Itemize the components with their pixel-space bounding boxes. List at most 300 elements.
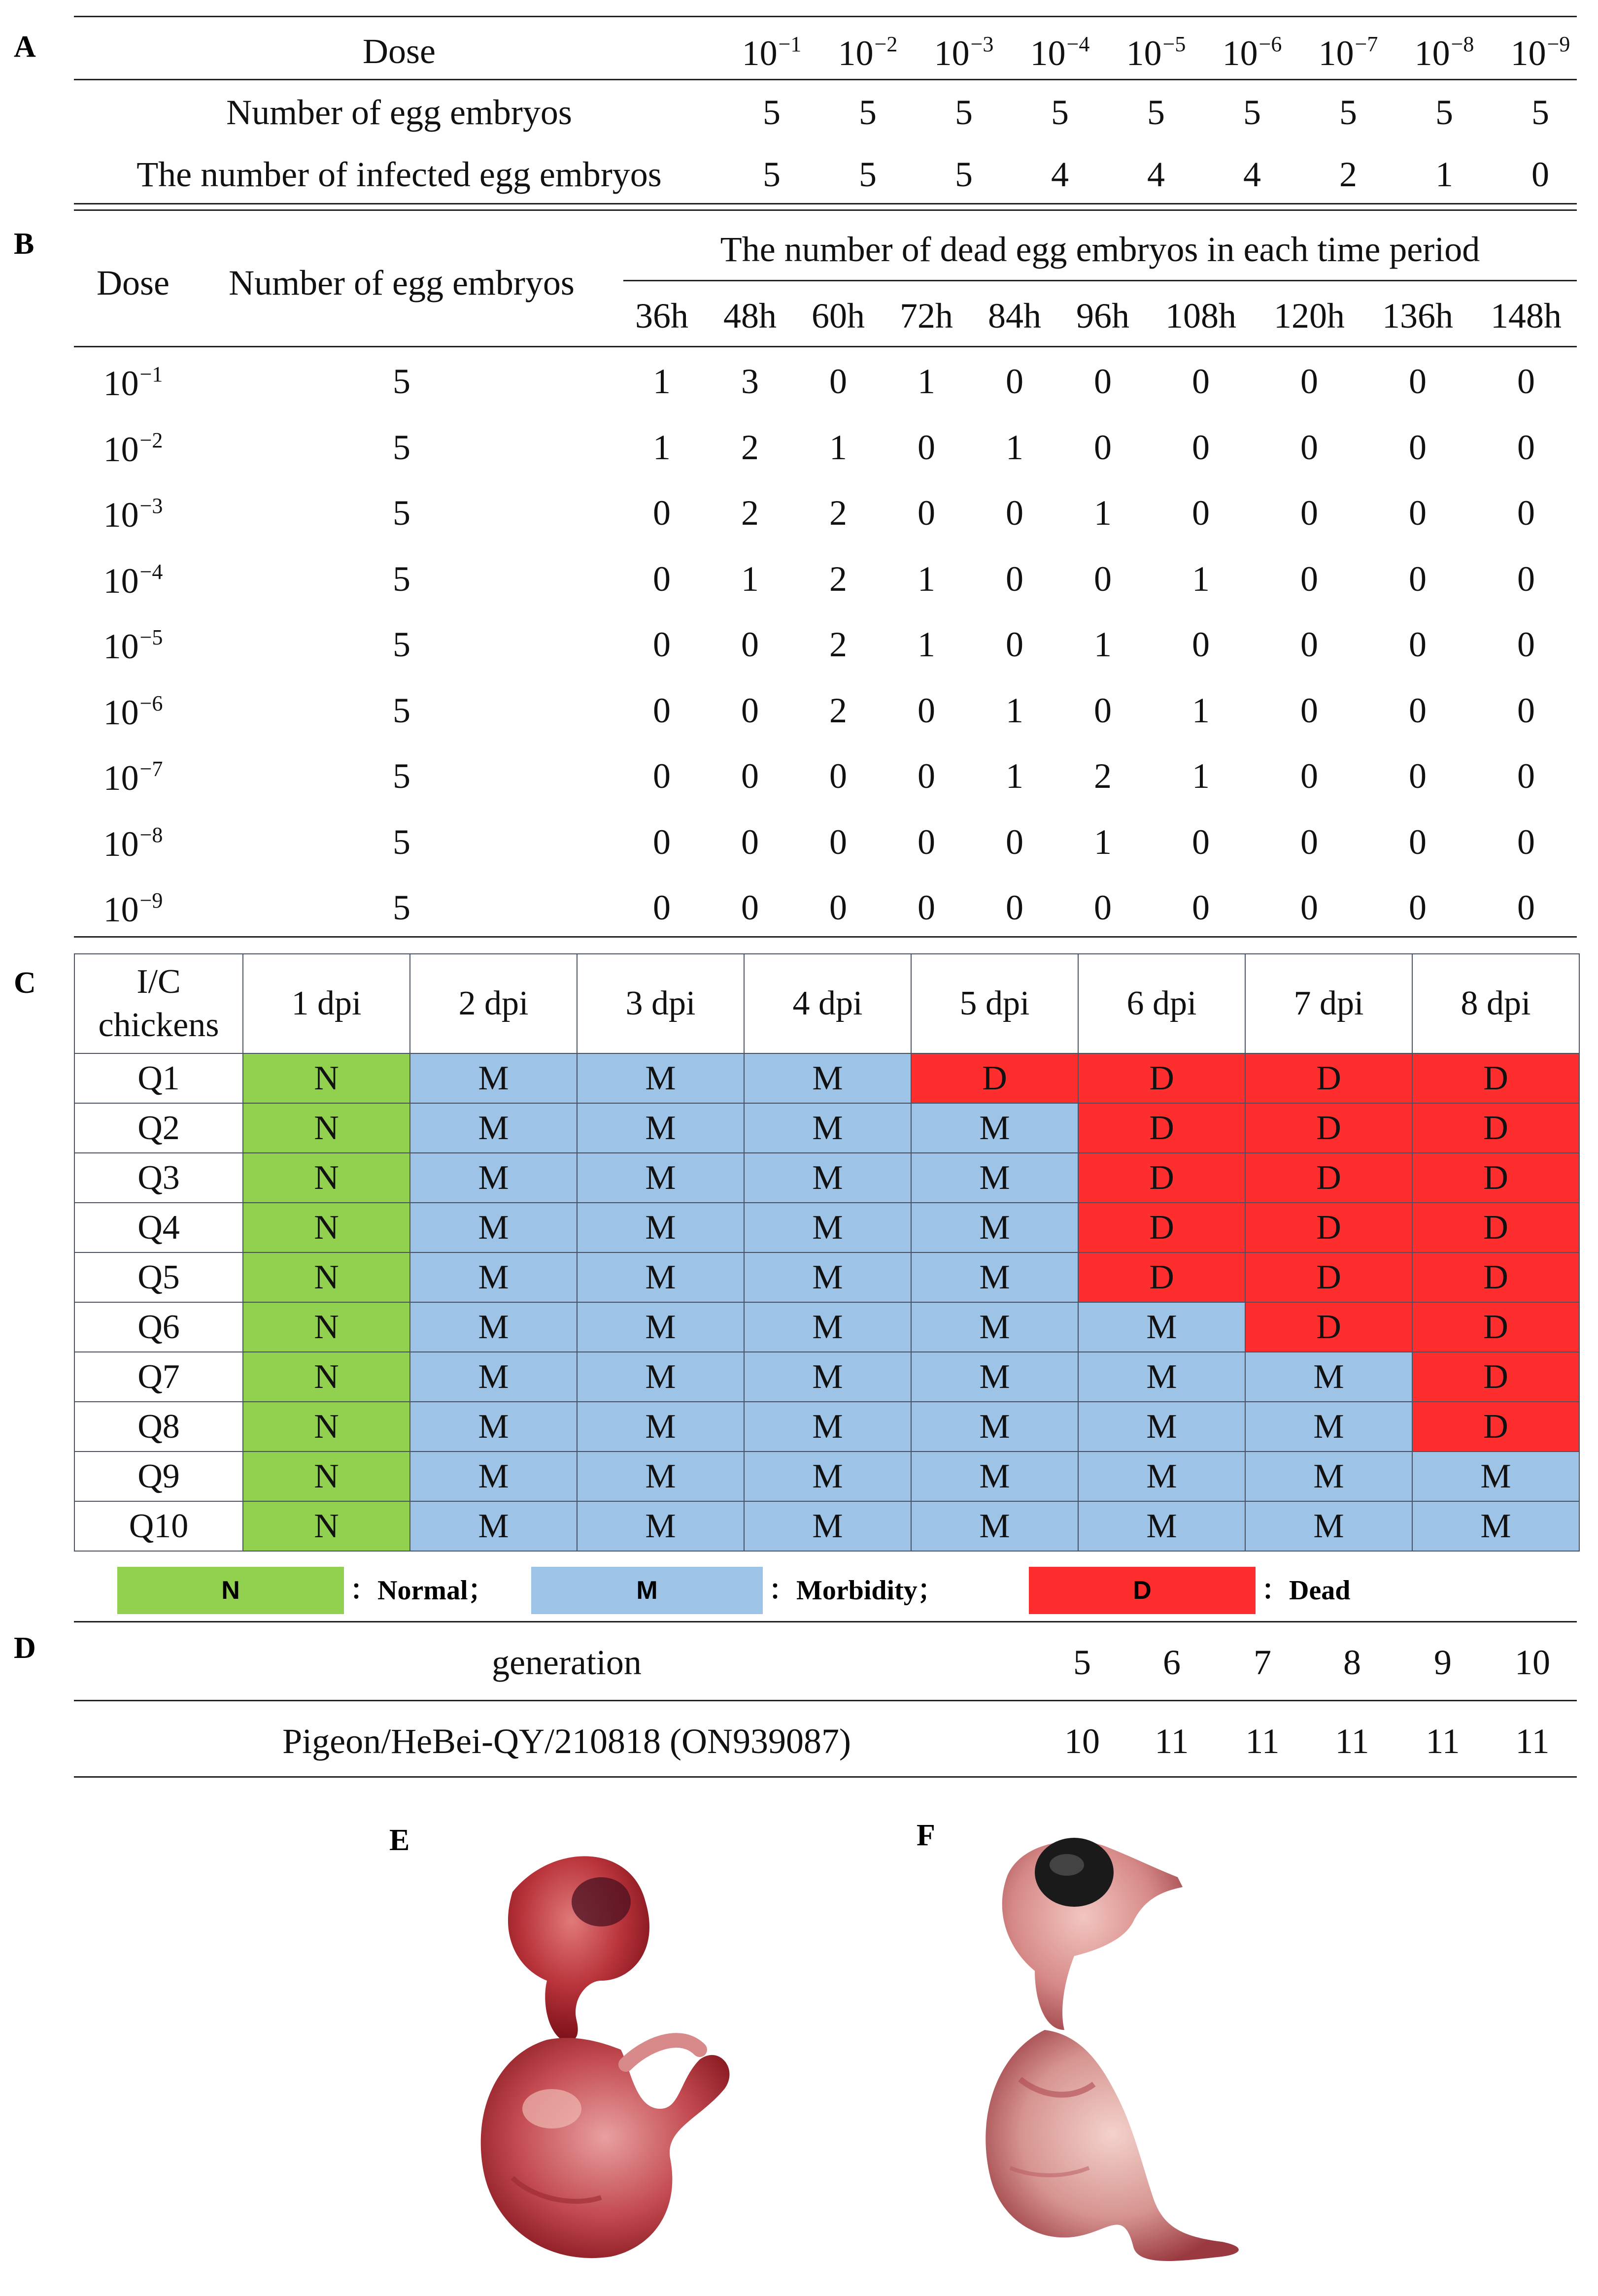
status-cell: M bbox=[744, 1402, 911, 1452]
chicken-id: Q6 bbox=[74, 1302, 243, 1352]
row-dose bbox=[79, 627, 187, 664]
generation-value: 11 bbox=[1335, 1722, 1369, 1761]
table-cell: 0 bbox=[1517, 427, 1535, 467]
status-cell: M bbox=[744, 1302, 911, 1352]
status-cell: M bbox=[410, 1252, 577, 1302]
status-cell: D bbox=[1412, 1352, 1579, 1402]
table-cell: 0 bbox=[1409, 362, 1427, 401]
row-embryo-count: 5 bbox=[393, 559, 410, 599]
table-cell: 4 bbox=[1051, 155, 1069, 194]
dose-base: 10 bbox=[103, 824, 139, 864]
status-cell: M bbox=[744, 1153, 911, 1203]
panel-label-f: F bbox=[917, 1819, 935, 1852]
status-cell: M bbox=[744, 1352, 911, 1402]
table-cell: 0 bbox=[653, 493, 671, 533]
status-cell: M bbox=[577, 1153, 744, 1203]
table-cell: 1 bbox=[1192, 559, 1210, 599]
table-cell: 0 bbox=[1409, 756, 1427, 796]
row-dose bbox=[79, 758, 187, 796]
table-cell: 1 bbox=[1094, 822, 1112, 862]
table-cell: 1 bbox=[1094, 493, 1112, 533]
panel-label-c: C bbox=[14, 966, 36, 1000]
table-cell: 5 bbox=[955, 155, 973, 194]
generation-header: generation bbox=[492, 1643, 642, 1682]
status-cell: D bbox=[1412, 1402, 1579, 1452]
table-cell: 0 bbox=[1517, 625, 1535, 664]
dose-exponent: −3 bbox=[139, 494, 163, 518]
status-cell: N bbox=[243, 1252, 410, 1302]
status-cell: M bbox=[577, 1352, 744, 1402]
table-cell: 1 bbox=[918, 362, 935, 401]
rule bbox=[74, 1776, 1577, 1778]
status-cell: M bbox=[911, 1252, 1078, 1302]
status-cell: M bbox=[577, 1402, 744, 1452]
dose-base: 10 bbox=[1414, 34, 1450, 73]
generation-number: 6 bbox=[1163, 1643, 1181, 1682]
row-dose bbox=[79, 693, 187, 730]
status-cell: D bbox=[1412, 1302, 1579, 1352]
time-header: 48h bbox=[723, 296, 777, 336]
corner-line1: I/C bbox=[136, 963, 181, 1001]
status-cell: M bbox=[1245, 1352, 1412, 1402]
legend-swatch-dead: D bbox=[1029, 1567, 1256, 1614]
status-cell: D bbox=[1078, 1103, 1245, 1153]
dose-exponent: −1 bbox=[139, 362, 163, 386]
dose-exponent: −1 bbox=[778, 32, 802, 56]
dose-base: 10 bbox=[742, 34, 778, 73]
table-row bbox=[74, 1203, 1579, 1252]
dose-base: 10 bbox=[103, 627, 139, 666]
chicken-id: Q7 bbox=[74, 1352, 243, 1402]
table-cell: 0 bbox=[1006, 559, 1023, 599]
table-cell: 0 bbox=[1192, 362, 1210, 401]
status-cell: D bbox=[1412, 1103, 1579, 1153]
table-cell: 5 bbox=[1339, 93, 1357, 132]
status-cell: M bbox=[911, 1302, 1078, 1352]
day-header: 3 dpi bbox=[577, 954, 744, 1053]
table-row bbox=[74, 1452, 1579, 1501]
rule bbox=[74, 16, 1577, 17]
status-cell: M bbox=[410, 1103, 577, 1153]
table-cell: 0 bbox=[1006, 625, 1023, 664]
status-cell: D bbox=[1245, 1203, 1412, 1252]
status-cell: M bbox=[911, 1352, 1078, 1402]
dose-exponent: −7 bbox=[1355, 32, 1378, 56]
table-cell: 0 bbox=[1192, 888, 1210, 927]
dose-exponent: −8 bbox=[139, 822, 163, 847]
table-cell: 2 bbox=[829, 690, 847, 730]
dose-exponent: −7 bbox=[139, 757, 163, 781]
chicken-id: Q1 bbox=[74, 1053, 243, 1103]
table-cell: 0 bbox=[1192, 427, 1210, 467]
legend-text-dead: ：Dead bbox=[1261, 1575, 1351, 1606]
time-header: 148h bbox=[1491, 296, 1562, 336]
dose-exponent: −8 bbox=[1451, 32, 1474, 56]
table-cell: 1 bbox=[918, 625, 935, 664]
dose-base: 10 bbox=[838, 34, 874, 73]
table-cell: 0 bbox=[918, 493, 935, 533]
status-cell: N bbox=[243, 1501, 410, 1551]
table-cell: 5 bbox=[763, 93, 781, 132]
table-cell: 0 bbox=[1094, 690, 1112, 730]
dose-base: 10 bbox=[1030, 34, 1066, 73]
strain-name: Pigeon/HeBei-QY/210818 (ON939087) bbox=[282, 1722, 851, 1761]
row-embryo-count: 5 bbox=[393, 493, 410, 533]
status-cell: D bbox=[1245, 1153, 1412, 1203]
dose-column-header bbox=[821, 34, 915, 71]
table-cell: 0 bbox=[1517, 362, 1535, 401]
status-cell: N bbox=[243, 1402, 410, 1452]
time-header: 108h bbox=[1165, 296, 1236, 336]
embryo-photo-f bbox=[946, 1823, 1291, 2296]
dose-column-header bbox=[725, 34, 818, 71]
chicken-id: Q2 bbox=[74, 1103, 243, 1153]
row-label-embryos: Number of egg embryos bbox=[226, 93, 572, 132]
status-cell: M bbox=[911, 1203, 1078, 1252]
table-cell: 4 bbox=[1147, 155, 1165, 194]
generation-number: 9 bbox=[1434, 1643, 1452, 1682]
rule bbox=[74, 209, 1577, 211]
status-cell: D bbox=[1078, 1053, 1245, 1103]
table-cell: 5 bbox=[955, 93, 973, 132]
rule bbox=[74, 936, 1577, 938]
table-cell: 0 bbox=[1300, 427, 1318, 467]
table-cell: 0 bbox=[829, 888, 847, 927]
table-cell: 0 bbox=[1409, 822, 1427, 862]
chicken-id: Q4 bbox=[74, 1203, 243, 1252]
dose-base: 10 bbox=[103, 692, 139, 732]
status-cell: M bbox=[1412, 1501, 1579, 1551]
status-cell: M bbox=[744, 1203, 911, 1252]
table-cell: 5 bbox=[1051, 93, 1069, 132]
day-header: 6 dpi bbox=[1078, 954, 1245, 1053]
table-cell: 0 bbox=[918, 756, 935, 796]
corner-header bbox=[74, 954, 243, 1053]
chicken-id: Q9 bbox=[74, 1452, 243, 1501]
status-cell: M bbox=[410, 1501, 577, 1551]
table-cell: 0 bbox=[653, 888, 671, 927]
row-embryo-count: 5 bbox=[393, 888, 410, 927]
table-cell: 0 bbox=[741, 888, 759, 927]
table-cell: 2 bbox=[1094, 756, 1112, 796]
embryo-header: Number of egg embryos bbox=[229, 263, 575, 303]
table-cell: 0 bbox=[1006, 493, 1023, 533]
status-cell: D bbox=[1245, 1053, 1412, 1103]
row-dose bbox=[79, 824, 187, 862]
table-cell: 0 bbox=[653, 756, 671, 796]
status-cell: M bbox=[577, 1501, 744, 1551]
table-cell: 0 bbox=[1409, 690, 1427, 730]
table-cell: 2 bbox=[741, 427, 759, 467]
status-cell: M bbox=[1245, 1501, 1412, 1551]
table-row bbox=[74, 1302, 1579, 1352]
table-cell: 0 bbox=[918, 822, 935, 862]
table-row bbox=[74, 1103, 1579, 1153]
rule bbox=[74, 79, 1577, 80]
legend-text-normal: ：Normal； bbox=[350, 1575, 496, 1606]
table-cell: 0 bbox=[1517, 559, 1535, 599]
table-cell: 2 bbox=[829, 559, 847, 599]
table-cell: 0 bbox=[1094, 362, 1112, 401]
dose-column-header bbox=[1301, 34, 1395, 71]
status-cell: M bbox=[410, 1402, 577, 1452]
dose-base: 10 bbox=[1510, 34, 1546, 73]
panel-label-b: B bbox=[14, 227, 34, 261]
status-cell: M bbox=[410, 1452, 577, 1501]
time-header: 84h bbox=[988, 296, 1041, 336]
table-cell: 0 bbox=[1409, 625, 1427, 664]
status-cell: D bbox=[1412, 1252, 1579, 1302]
rule bbox=[74, 1700, 1577, 1701]
status-cell: D bbox=[1412, 1053, 1579, 1103]
status-cell: N bbox=[243, 1302, 410, 1352]
table-row bbox=[74, 1402, 1579, 1452]
dose-base: 10 bbox=[1318, 34, 1354, 73]
status-cell: D bbox=[911, 1053, 1078, 1103]
status-cell: M bbox=[1078, 1501, 1245, 1551]
status-cell: M bbox=[911, 1402, 1078, 1452]
panel-label-e: E bbox=[389, 1823, 410, 1857]
status-cell: M bbox=[911, 1452, 1078, 1501]
table-cell: 1 bbox=[653, 362, 671, 401]
table-cell: 0 bbox=[741, 756, 759, 796]
dose-header: Dose bbox=[97, 263, 170, 303]
dose-base: 10 bbox=[103, 890, 139, 929]
dose-base: 10 bbox=[1126, 34, 1162, 73]
time-header: 36h bbox=[635, 296, 688, 336]
dose-exponent: −2 bbox=[874, 32, 898, 56]
table-cell: 0 bbox=[1192, 493, 1210, 533]
table-cell: 0 bbox=[1094, 559, 1112, 599]
table-cell: 0 bbox=[1517, 493, 1535, 533]
dose-exponent: −9 bbox=[1547, 32, 1570, 56]
table-cell: 0 bbox=[653, 625, 671, 664]
status-cell: M bbox=[577, 1203, 744, 1252]
dose-exponent: −5 bbox=[1162, 32, 1186, 56]
status-cell: N bbox=[243, 1103, 410, 1153]
table-cell: 5 bbox=[1531, 93, 1549, 132]
table-cell: 0 bbox=[1006, 362, 1023, 401]
status-cell: M bbox=[1245, 1402, 1412, 1452]
row-embryo-count: 5 bbox=[393, 427, 410, 467]
status-cell: M bbox=[911, 1153, 1078, 1203]
table-cell: 5 bbox=[1147, 93, 1165, 132]
dose-exponent: −6 bbox=[1258, 32, 1282, 56]
table-cell: 1 bbox=[741, 559, 759, 599]
dose-column-header bbox=[1397, 34, 1491, 71]
day-header: 5 dpi bbox=[911, 954, 1078, 1053]
legend-text-morbidity: ：Morbidity； bbox=[769, 1575, 945, 1606]
row-embryo-count: 5 bbox=[393, 625, 410, 664]
table-cell: 0 bbox=[1300, 493, 1318, 533]
table-cell: 0 bbox=[741, 625, 759, 664]
table-cell: 0 bbox=[829, 822, 847, 862]
status-cell: M bbox=[1245, 1452, 1412, 1501]
status-cell: M bbox=[744, 1501, 911, 1551]
embryo-photo-e bbox=[424, 1833, 769, 2276]
status-cell: M bbox=[410, 1352, 577, 1402]
status-cell: M bbox=[1078, 1352, 1245, 1402]
row-embryo-count: 5 bbox=[393, 756, 410, 796]
table-cell: 5 bbox=[763, 155, 781, 194]
table-cell: 1 bbox=[918, 559, 935, 599]
table-cell: 0 bbox=[1517, 756, 1535, 796]
status-cell: N bbox=[243, 1053, 410, 1103]
row-dose bbox=[79, 364, 187, 401]
table-cell: 1 bbox=[1435, 155, 1453, 194]
status-cell: N bbox=[243, 1452, 410, 1501]
table-cell: 0 bbox=[1409, 493, 1427, 533]
status-cell: M bbox=[911, 1501, 1078, 1551]
table-cell: 0 bbox=[741, 690, 759, 730]
dose-exponent: −5 bbox=[139, 625, 163, 649]
table-cell: 2 bbox=[1339, 155, 1357, 194]
table-cell: 0 bbox=[1300, 822, 1318, 862]
dose-column-header bbox=[1013, 34, 1107, 71]
status-cell: M bbox=[744, 1252, 911, 1302]
dose-column-header bbox=[1109, 34, 1203, 71]
generation-value: 11 bbox=[1155, 1722, 1189, 1761]
status-cell: M bbox=[1078, 1452, 1245, 1501]
table-cell: 0 bbox=[918, 690, 935, 730]
table-cell: 5 bbox=[1243, 93, 1261, 132]
status-cell: D bbox=[1245, 1252, 1412, 1302]
panel-label-a: A bbox=[14, 30, 36, 64]
row-embryo-count: 5 bbox=[393, 362, 410, 401]
table-cell: 0 bbox=[1517, 888, 1535, 927]
table-cell: 1 bbox=[1192, 756, 1210, 796]
dose-base: 10 bbox=[1222, 34, 1258, 73]
dose-base: 10 bbox=[103, 758, 139, 798]
table-cell: 0 bbox=[1006, 888, 1023, 927]
legend-swatch-normal: N bbox=[117, 1567, 344, 1614]
generation-number: 5 bbox=[1073, 1643, 1091, 1682]
generation-value: 10 bbox=[1064, 1722, 1100, 1761]
table-cell: 0 bbox=[1409, 888, 1427, 927]
table-cell: 0 bbox=[829, 756, 847, 796]
status-cell: M bbox=[1078, 1402, 1245, 1452]
generation-value: 11 bbox=[1515, 1722, 1550, 1761]
table-cell: 0 bbox=[918, 427, 935, 467]
table-cell: 0 bbox=[1531, 155, 1549, 194]
table-cell: 5 bbox=[859, 155, 877, 194]
row-dose bbox=[79, 561, 187, 599]
table-cell: 1 bbox=[829, 427, 847, 467]
table-cell: 1 bbox=[1006, 690, 1023, 730]
row-dose bbox=[79, 430, 187, 467]
chicken-id: Q10 bbox=[74, 1501, 243, 1551]
time-header: 120h bbox=[1274, 296, 1345, 336]
status-cell: M bbox=[577, 1452, 744, 1501]
rule bbox=[74, 1621, 1577, 1622]
status-cell: M bbox=[577, 1302, 744, 1352]
day-header: 8 dpi bbox=[1412, 954, 1579, 1053]
time-header: 60h bbox=[812, 296, 865, 336]
table-cell: 5 bbox=[1435, 93, 1453, 132]
table-cell: 0 bbox=[1300, 888, 1318, 927]
status-cell: D bbox=[1078, 1203, 1245, 1252]
table-cell: 1 bbox=[1094, 625, 1112, 664]
table-cell: 1 bbox=[1006, 756, 1023, 796]
status-cell: M bbox=[410, 1153, 577, 1203]
day-header: 7 dpi bbox=[1245, 954, 1412, 1053]
table-cell: 0 bbox=[1094, 888, 1112, 927]
dose-base: 10 bbox=[103, 561, 139, 601]
status-cell: N bbox=[243, 1153, 410, 1203]
status-cell: D bbox=[1412, 1153, 1579, 1203]
table-cell: 0 bbox=[1300, 625, 1318, 664]
table-cell: 2 bbox=[741, 493, 759, 533]
dose-exponent: −4 bbox=[1066, 32, 1090, 56]
status-cell: M bbox=[577, 1252, 744, 1302]
generation-value: 11 bbox=[1245, 1722, 1280, 1761]
chicken-id: Q8 bbox=[74, 1402, 243, 1452]
status-cell: N bbox=[243, 1352, 410, 1402]
dose-base: 10 bbox=[934, 34, 970, 73]
dose-header: Dose bbox=[363, 32, 436, 71]
row-embryo-count: 5 bbox=[393, 822, 410, 862]
dose-column-header bbox=[1205, 34, 1299, 71]
rule bbox=[74, 346, 1577, 347]
table-cell: 5 bbox=[859, 93, 877, 132]
status-cell: D bbox=[1078, 1252, 1245, 1302]
table-cell: 0 bbox=[653, 822, 671, 862]
table-cell: 0 bbox=[1300, 559, 1318, 599]
table-cell: 0 bbox=[1094, 427, 1112, 467]
chicken-id: Q5 bbox=[74, 1252, 243, 1302]
table-row bbox=[74, 1501, 1579, 1551]
status-cell: D bbox=[1078, 1153, 1245, 1203]
table-row bbox=[74, 1252, 1579, 1302]
status-cell: D bbox=[1245, 1103, 1412, 1153]
panel-c-table bbox=[74, 953, 1580, 1552]
table-cell: 0 bbox=[653, 559, 671, 599]
dose-base: 10 bbox=[103, 364, 139, 403]
status-cell: M bbox=[410, 1053, 577, 1103]
generation-value: 11 bbox=[1426, 1722, 1460, 1761]
status-cell: M bbox=[577, 1103, 744, 1153]
rule bbox=[74, 203, 1577, 204]
table-cell: 0 bbox=[1192, 625, 1210, 664]
table-cell: 0 bbox=[1517, 690, 1535, 730]
table-row bbox=[74, 1053, 1579, 1103]
dose-column-header bbox=[1494, 34, 1587, 71]
table-cell: 0 bbox=[1300, 362, 1318, 401]
table-cell: 1 bbox=[1192, 690, 1210, 730]
row-dose bbox=[79, 495, 187, 533]
table-cell: 0 bbox=[653, 690, 671, 730]
table-cell: 0 bbox=[1409, 559, 1427, 599]
status-cell: M bbox=[744, 1452, 911, 1501]
generation-number: 8 bbox=[1343, 1643, 1361, 1682]
table-cell: 0 bbox=[918, 888, 935, 927]
table-cell: 0 bbox=[741, 822, 759, 862]
table-cell: 2 bbox=[829, 493, 847, 533]
table-cell: 4 bbox=[1243, 155, 1261, 194]
status-cell: M bbox=[911, 1103, 1078, 1153]
dose-exponent: −6 bbox=[139, 691, 163, 715]
table-cell: 0 bbox=[1006, 822, 1023, 862]
status-cell: M bbox=[1412, 1452, 1579, 1501]
corner-line2: chickens bbox=[98, 1006, 219, 1044]
table-cell: 3 bbox=[741, 362, 759, 401]
table-row bbox=[74, 1153, 1579, 1203]
panel-label-d: D bbox=[14, 1631, 36, 1665]
time-header: 136h bbox=[1382, 296, 1453, 336]
table-cell: 0 bbox=[1300, 756, 1318, 796]
dose-base: 10 bbox=[103, 495, 139, 535]
time-header: 72h bbox=[900, 296, 953, 336]
